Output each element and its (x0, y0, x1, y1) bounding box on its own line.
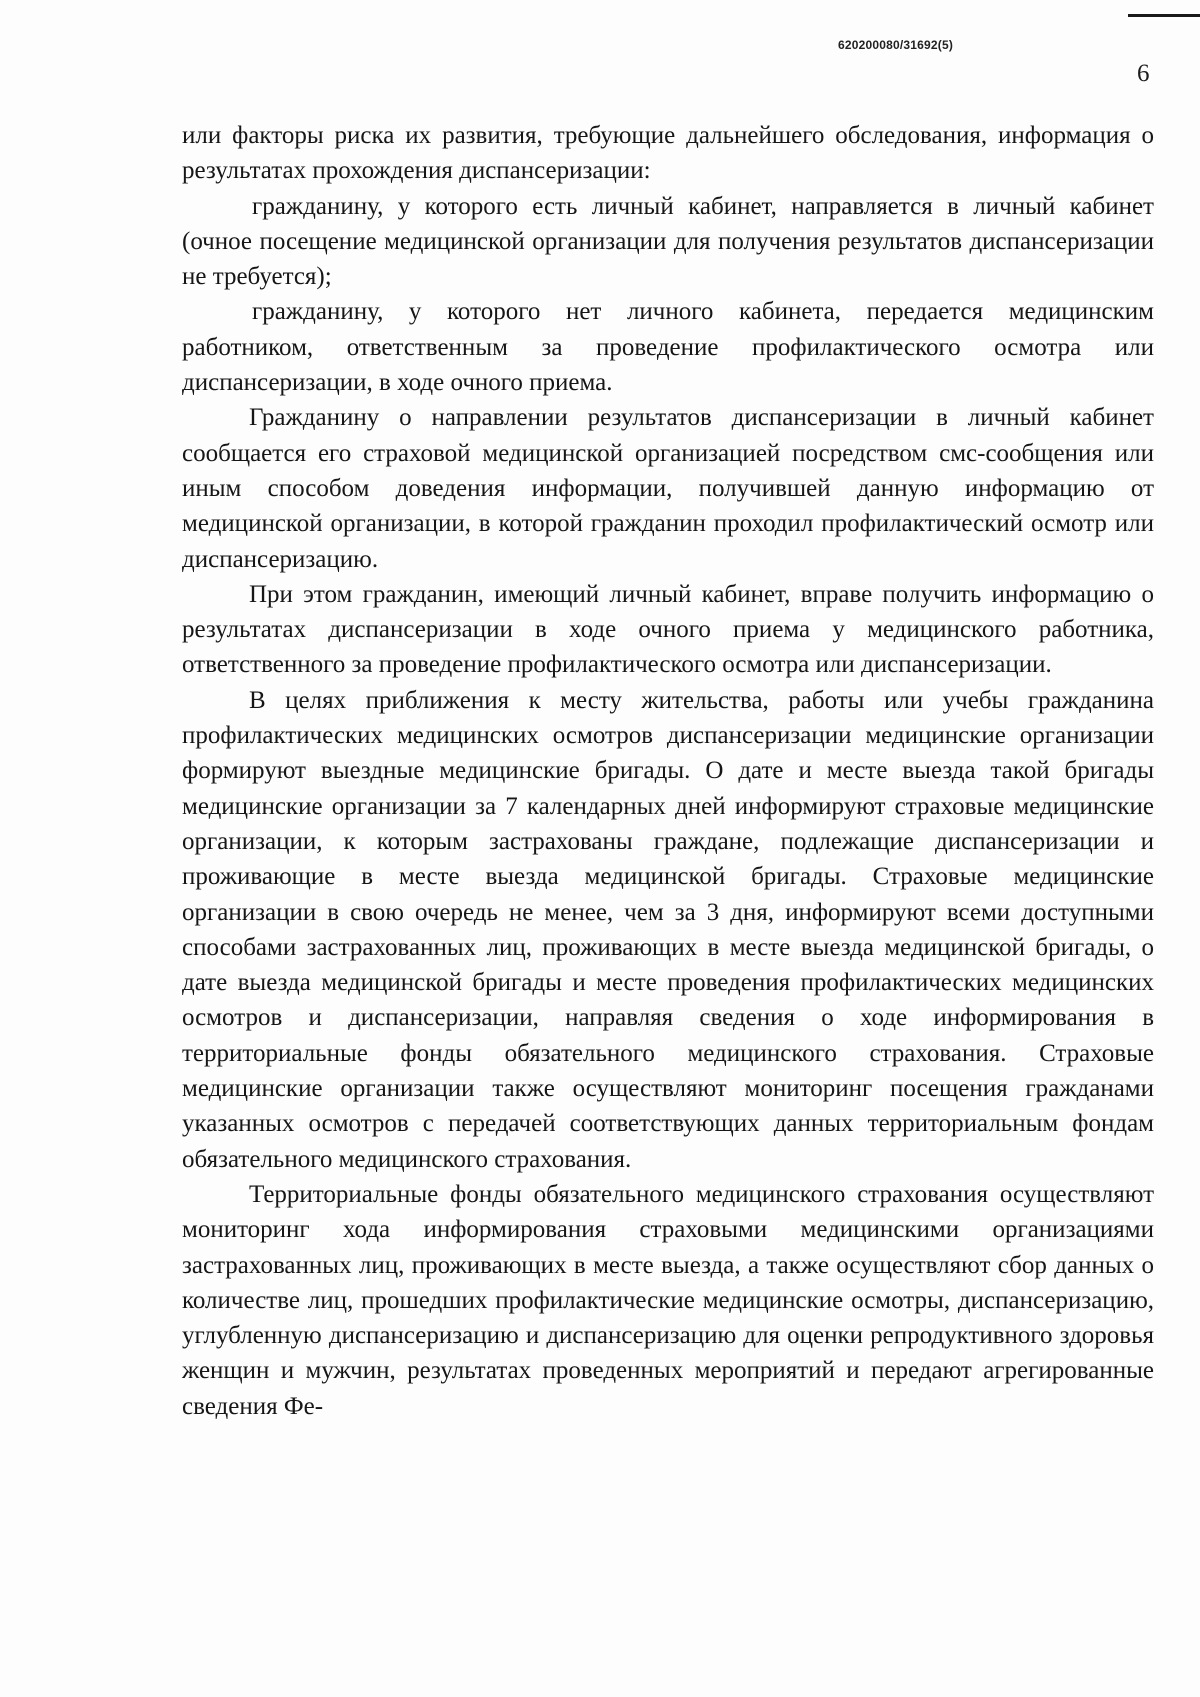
paragraph-list-item: гражданину, у которого есть личный кабинет, направляется в личный кабинет (очное посещение медицинской организации для получения результатов диспансеризации не требуется); (182, 192, 1154, 291)
document-body (182, 118, 1154, 1424)
scan-edge-mark (1128, 14, 1200, 17)
page-number: 6 (1137, 60, 1150, 87)
paragraph: В целях приближения к месту жительства, работы или учебы гражданина профилактических медицинских осмотров диспансеризации медицинские организации формируют выездные медицинские бригады. О дате и месте выезда такой бригады медицинские организации за 7 календарных дней информируют страховые медицинские организации, к которым застрахованы граждане, подлежащие диспансеризации и проживающие в месте выезда медицинской бригады. Страховые медицинские организации в свою очередь не менее, чем за 3 дня, информируют всеми доступными способами застрахованных лиц, проживающих в месте выезда медицинской бригады, о дате выезда медицинской бригады и месте проведения профилактических медицинских осмотров и диспансеризации, направляя сведения о ходе информирования в территориальные фонды обязательного медицинского страхования. Страховые медицинские организации также осуществляют мониторинг посещения гражданами указанных осмотров с передачей соответствующих данных территориальным фондам обязательного медицинского страхования. (182, 686, 1154, 1173)
paragraph: Территориальные фонды обязательного медицинского страхования осуществляют мониторинг хода информирования страховыми медицинскими организациями застрахованных лиц, проживающих в месте выезда, а также осуществляют сбор данных о количестве лиц, прошедших профилактические медицинские осмотры, диспансеризацию, углубленную диспансеризацию и диспансеризацию для оценки репродуктивного здоровья женщин и мужчин, результатах проведенных мероприятий и передают агрегированные сведения Фе- (182, 1180, 1154, 1420)
document-code: 620200080/31692(5) (838, 38, 954, 52)
paragraph-list-item: гражданину, у которого нет личного кабинета, передается медицинским работником, ответственным за проведение профилактического осмотра или диспансеризации, в ходе очного приема. (182, 298, 1154, 397)
paragraph: Гражданину о направлении результатов диспансеризации в личный кабинет сообщается его страховой медицинской организацией посредством смс-сообщения или иным способом доведения информации, получившей данную информацию от медицинской организации, в которой гражданин проходил профилактический осмотр или диспансеризацию. (182, 404, 1154, 573)
paragraph-continuation: или факторы риска их развития, требующие дальнейшего обследования, информация о результатах прохождения диспансеризации: (182, 122, 1154, 185)
paragraph: При этом гражданин, имеющий личный кабинет, вправе получить информацию о результатах диспансеризации в ходе очного приема у медицинского работника, ответственного за проведение профилактического осмотра или диспансеризации. (182, 580, 1154, 679)
